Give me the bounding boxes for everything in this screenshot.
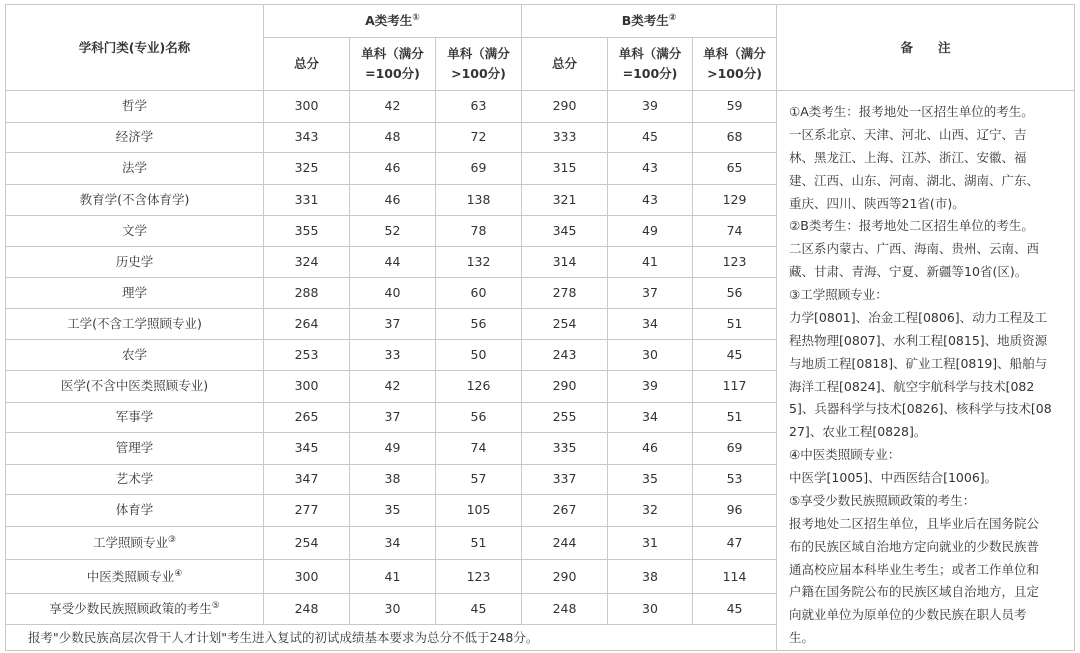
a-singleover-header: 单科（满分 >100分) [436,38,522,91]
score-cell-b-total: 244 [522,526,608,560]
score-cell-b-single100: 30 [608,340,693,371]
score-cell-b-single100: 43 [608,153,693,185]
remark-line: 程热物理[0807]、水利工程[0815]、地质资源 [789,332,1048,348]
subject-name-cell [6,122,264,153]
remark-line: ②B类考生：报考地处二区招生单位的考生。 [789,218,1034,234]
score-table [5,4,1075,651]
score-cell-a-total: 324 [264,246,350,278]
score-cell-b-singleover: 69 [693,433,777,465]
score-cell-b-single100: 43 [608,184,693,216]
score-cell-b-total: 335 [522,433,608,465]
score-cell-b-total: 255 [522,402,608,433]
score-cell-b-singleover: 56 [693,278,777,309]
subject-name: 经济学 [115,129,154,145]
subject-name: 文学 [121,222,147,238]
score-cell-b-total: 315 [522,153,608,185]
score-cell-a-total: 253 [264,340,350,371]
remark-line: 报考地处二区招生单位，且毕业后在国务院公 [789,515,1040,531]
subject-name-cell [6,184,264,216]
score-cell-a-single100: 34 [350,526,436,560]
score-cell-a-single100: 30 [350,593,436,625]
score-cell-a-total: 345 [264,433,350,465]
subject-name: 中医类照顾专业 [86,568,175,584]
score-cell-a-total: 331 [264,184,350,216]
score-cell-b-singleover: 51 [693,402,777,433]
score-cell-b-total: 267 [522,495,608,527]
subject-name-cell [6,278,264,309]
subject-name: 农学 [121,347,147,363]
subject-name-cell [6,402,264,433]
remark-line: ①A类考生：报考地处一区招生单位的考生。 [789,104,1034,119]
score-cell-b-total: 337 [522,464,608,495]
score-cell-b-single100: 39 [608,370,693,402]
score-cell-a-single100: 52 [350,216,436,247]
group-a-header: A类考生① [264,5,522,38]
subject-name: 享受少数民族照顾政策的考生 [49,601,212,617]
subject-name: 工学照顾专业 [92,534,168,550]
group-b-header: B类考生② [522,5,777,38]
score-cell-a-singleover: 56 [436,402,522,433]
score-cell-a-singleover: 74 [436,433,522,465]
subject-name: 历史学 [115,254,154,270]
score-cell-a-total: 265 [264,402,350,433]
score-cell-a-total: 355 [264,216,350,247]
score-cell-b-total: 321 [522,184,608,216]
subject-name-cell [6,340,264,371]
score-cell-a-singleover: 72 [436,122,522,153]
score-cell-b-single100: 34 [608,308,693,340]
remark-line: 藏、甘肃、青海、宁夏、新疆等10省(区)。 [789,264,1028,280]
score-cell-a-singleover: 126 [436,370,522,402]
score-cell-a-single100: 49 [350,433,436,465]
subject-name: 艺术学 [115,471,154,487]
header-row-1 [6,5,1075,38]
score-cell-a-single100: 37 [350,308,436,340]
score-cell-b-single100: 39 [608,91,693,123]
subject-name: 管理学 [115,440,154,456]
subject-name: 法学 [121,160,147,176]
score-cell-a-total: 277 [264,495,350,527]
remark-line: 海洋工程[0824]、航空宇航科学与技术[082 [789,378,1035,394]
score-cell-b-singleover: 114 [693,560,777,594]
footnote-mark: ④ [174,568,183,579]
score-cell-b-singleover: 45 [693,340,777,371]
group-a-mark: ① [412,12,420,23]
score-cell-b-single100: 30 [608,593,693,625]
score-cell-a-single100: 33 [350,340,436,371]
score-cell-a-total: 248 [264,593,350,625]
remark-line: 重庆、四川、陕西等21省(市)。 [789,195,965,211]
score-cell-b-total: 314 [522,246,608,278]
score-cell-b-singleover: 96 [693,495,777,527]
score-cell-b-singleover: 53 [693,464,777,495]
score-cell-a-single100: 48 [350,122,436,153]
score-cell-b-total: 243 [522,340,608,371]
remark-line: 5]、兵器科学与技术[0826]、核科学与技术[08 [789,401,1052,417]
score-cell-a-single100: 46 [350,153,436,185]
score-cell-b-singleover: 123 [693,246,777,278]
score-cell-b-single100: 32 [608,495,693,527]
remark-line: ⑤享受少数民族照顾政策的考生： [789,492,976,508]
a-single100-header: 单科（满分 =100分) [350,38,436,91]
subject-name-cell [6,91,264,123]
score-cell-a-single100: 37 [350,402,436,433]
b-total-header: 总分 [522,38,608,91]
remark-line: ④中医类照顾专业： [789,447,901,463]
remark-line: 中医学[1005]、中西医结合[1006]。 [789,470,998,485]
score-cell-b-total: 290 [522,370,608,402]
a-total-header: 总分 [264,38,350,91]
score-cell-b-total: 345 [522,216,608,247]
score-cell-a-singleover: 123 [436,560,522,594]
remark-line: 建、江西、山东、河南、湖北、湖南、广东、 [789,172,1040,188]
score-cell-b-singleover: 129 [693,184,777,216]
remarks-header: 备 注 [777,5,1075,91]
score-cell-a-total: 300 [264,91,350,123]
score-cell-a-singleover: 132 [436,246,522,278]
score-cell-b-single100: 41 [608,246,693,278]
subject-name: 军事学 [115,409,154,425]
remarks-cell [777,91,1075,651]
score-cell-a-single100: 35 [350,495,436,527]
remark-line: 与地质工程[0818]、矿业工程[0819]、船舶与 [789,355,1048,371]
group-b-mark: ② [668,12,677,23]
score-cell-a-singleover: 56 [436,308,522,340]
remark-line: 27]、农业工程[0828]。 [789,424,927,440]
score-cell-b-singleover: 59 [693,91,777,123]
score-cell-b-singleover: 68 [693,122,777,153]
score-cell-b-single100: 38 [608,560,693,594]
subject-name: 教育学(不含体育学) [79,191,190,207]
score-cell-a-total: 325 [264,153,350,185]
remark-line: 布的民族区域自治地方定向就业的少数民族普 [789,538,1040,554]
score-cell-a-total: 343 [264,122,350,153]
b-singleover-header: 单科（满分 >100分) [693,38,777,91]
remark-line: 力学[0801]、冶金工程[0806]、动力工程及工 [789,309,1048,325]
score-cell-a-single100: 38 [350,464,436,495]
subject-name-cell [6,246,264,278]
remark-line: 户籍在国务院公布的民族区域自治地方，且定 [789,584,1040,600]
score-cell-b-singleover: 47 [693,526,777,560]
score-cell-b-singleover: 45 [693,593,777,625]
subject-name-cell [6,464,264,495]
score-cell-a-single100: 42 [350,91,436,123]
score-cell-b-singleover: 74 [693,216,777,247]
score-cell-a-singleover: 51 [436,526,522,560]
score-cell-b-total: 333 [522,122,608,153]
score-cell-a-singleover: 63 [436,91,522,123]
subject-name-cell [6,593,264,625]
score-cell-a-total: 288 [264,278,350,309]
score-cell-a-singleover: 105 [436,495,522,527]
subject-name-cell [6,433,264,465]
footnote-mark: ③ [167,534,177,545]
subject-name-cell [6,370,264,402]
score-cell-b-single100: 37 [608,278,693,309]
score-cell-a-single100: 44 [350,246,436,278]
score-cell-a-single100: 41 [350,560,436,594]
score-cell-a-total: 347 [264,464,350,495]
score-cell-b-single100: 46 [608,433,693,465]
subject-name: 工学(不含工学照顾专业) [67,316,202,332]
subject-name: 理学 [121,285,147,301]
score-cell-b-single100: 34 [608,402,693,433]
score-cell-a-singleover: 57 [436,464,522,495]
footnote-mark: ⑤ [211,601,220,611]
subject-name-cell [6,308,264,340]
subject-name-cell [6,560,264,594]
score-cell-b-single100: 45 [608,122,693,153]
score-cell-a-total: 264 [264,308,350,340]
remark-line: 生。 [789,630,815,646]
remark-line: 二区系内蒙古、广西、海南、贵州、云南、西 [789,241,1040,257]
score-cell-b-total: 254 [522,308,608,340]
score-cell-a-single100: 42 [350,370,436,402]
score-cell-a-singleover: 60 [436,278,522,309]
subject-name-cell [6,153,264,185]
score-cell-a-singleover: 69 [436,153,522,185]
score-cell-b-total: 278 [522,278,608,309]
score-cell-b-singleover: 117 [693,370,777,402]
score-cell-a-total: 300 [264,560,350,594]
remark-line: 向就业单位为原单位的少数民族在职人员考 [789,607,1027,623]
score-cell-b-singleover: 65 [693,153,777,185]
score-cell-a-total: 300 [264,370,350,402]
score-cell-a-single100: 40 [350,278,436,309]
score-cell-b-single100: 49 [608,216,693,247]
score-cell-b-total: 248 [522,593,608,625]
subject-name: 体育学 [115,502,154,518]
remark-line: 一区系北京、天津、河北、山西、辽宁、吉 [789,126,1027,142]
table-row [6,91,1075,123]
remark-line: 通高校应届本科毕业生考生；或者工作单位和 [789,561,1040,577]
b-single100-header: 单科（满分 =100分) [608,38,693,91]
remark-line: 林、黑龙江、上海、江苏、浙江、安徽、福 [789,149,1027,165]
subject-name-cell [6,216,264,247]
remark-line: ③工学照顾专业： [789,287,888,302]
subject-name: 医学(不含中医类照顾专业) [60,378,209,394]
score-cell-a-singleover: 50 [436,340,522,371]
subject-header: 学科门类(专业)名称 [6,5,264,91]
subject-name: 哲学 [121,98,147,114]
subject-name-cell [6,526,264,560]
score-cell-b-total: 290 [522,91,608,123]
score-cell-b-total: 290 [522,560,608,594]
score-cell-b-single100: 35 [608,464,693,495]
subject-name-cell [6,495,264,527]
score-cell-b-singleover: 51 [693,308,777,340]
score-cell-a-single100: 46 [350,184,436,216]
score-cell-b-single100: 31 [608,526,693,560]
footer-note: 报考"少数民族高层次骨干人才计划"考生进入复试的初试成绩基本要求为总分不低于248分。 [6,625,777,651]
score-cell-a-singleover: 45 [436,593,522,625]
score-cell-a-singleover: 138 [436,184,522,216]
score-cell-a-singleover: 78 [436,216,522,247]
score-cell-a-total: 254 [264,526,350,560]
